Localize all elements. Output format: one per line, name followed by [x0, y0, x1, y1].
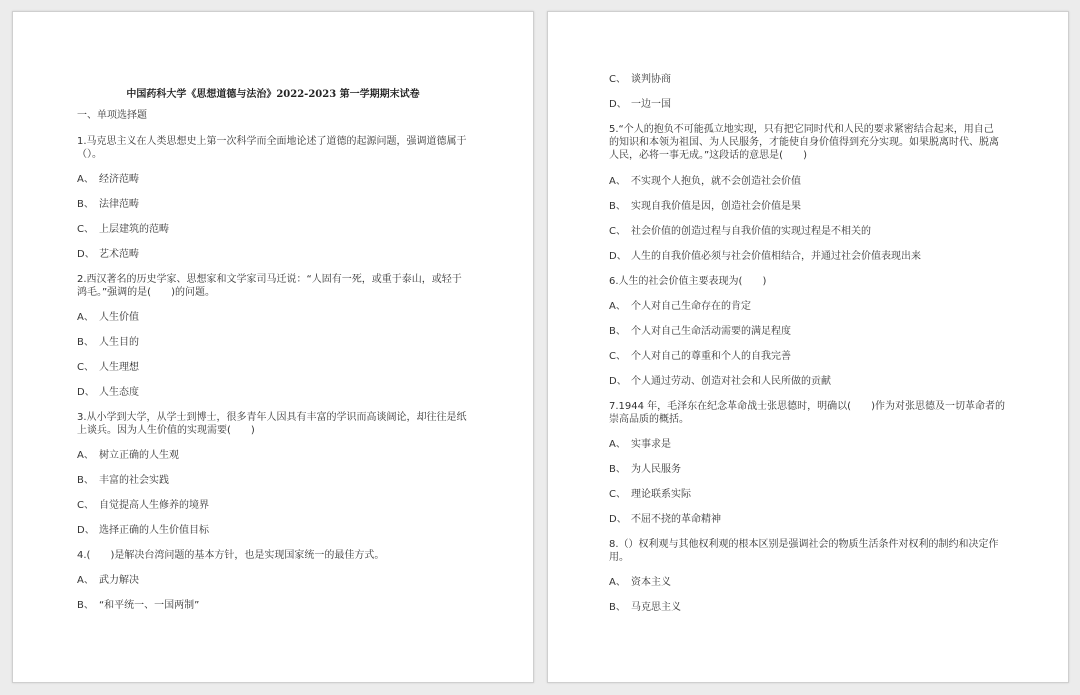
q1-option-d — [77, 248, 139, 261]
q1-option-a — [77, 173, 139, 186]
q3-option-d — [77, 524, 209, 537]
option-text: 理论联系实际 — [631, 489, 691, 500]
question-4-text: 4.( )是解决台湾问题的基本方针，也是实现国家统一的最佳方式。 — [77, 550, 385, 561]
q6-option-d — [609, 375, 831, 388]
option-text: 选择正确的人生价值目标 — [99, 525, 209, 536]
option-letter: C、 — [77, 224, 94, 235]
option-text: 个人对自己生命活动需要的满足程度 — [631, 326, 791, 337]
option-text: 树立正确的人生观 — [99, 450, 179, 461]
option-text: 社会价值的创造过程与自我价值的实现过程是不相关的 — [631, 226, 871, 237]
q5-option-d — [609, 250, 921, 263]
q4-option-a — [77, 574, 139, 587]
q5-option-c — [609, 225, 871, 238]
option-letter: B、 — [77, 475, 94, 486]
question-5-line-3: 人民，必将一事无成。”这段话的意思是( ) — [609, 150, 807, 161]
q5-option-a — [609, 175, 801, 188]
question-1-line-1: 1.马克思主义在人类思想史上第一次科学而全面地论述了道德的起源问题，强调道德属于 — [77, 136, 467, 147]
option-letter: B、 — [77, 337, 94, 348]
q5-option-b — [609, 200, 801, 213]
option-text: 个人通过劳动、创造对社会和人民所做的贡献 — [631, 376, 831, 387]
q6-option-c — [609, 350, 791, 363]
question-3-line-2: 上谈兵。因为人生价值的实现需要( ) — [77, 425, 255, 436]
question-7-text — [609, 400, 1005, 426]
q1-option-c — [77, 223, 169, 236]
question-3-text — [77, 411, 467, 437]
option-letter: C、 — [77, 362, 94, 373]
option-text: 人生理想 — [99, 362, 139, 373]
option-text: 为人民服务 — [631, 464, 681, 475]
q2-option-c — [77, 361, 139, 374]
option-text: 人生态度 — [99, 387, 139, 398]
option-text: 人生的自我价值必须与社会价值相结合，并通过社会价值表现出来 — [631, 251, 921, 262]
option-text: 自觉提高人生修养的境界 — [99, 500, 209, 511]
option-text: 艺术范畴 — [99, 249, 139, 260]
q1-option-b — [77, 198, 139, 211]
q3-option-c — [77, 499, 209, 512]
option-letter: A、 — [609, 176, 626, 187]
option-letter: D、 — [77, 249, 95, 260]
option-letter: D、 — [609, 251, 627, 262]
question-8-text — [609, 538, 999, 564]
question-2-line-2: 鸿毛。”强调的是( )的问题。 — [77, 287, 215, 298]
option-text: 人生价值 — [99, 312, 139, 323]
option-letter: B、 — [77, 600, 94, 611]
option-text: 武力解决 — [99, 575, 139, 586]
q7-option-d — [609, 513, 721, 526]
q2-option-d — [77, 386, 139, 399]
option-letter: C、 — [609, 226, 626, 237]
option-text: 个人对自己生命存在的肯定 — [631, 301, 751, 312]
option-text: 不屈不挠的革命精神 — [631, 514, 721, 525]
question-1-line-2: （）。 — [77, 149, 102, 160]
q6-option-a — [609, 300, 751, 313]
q8-option-a — [609, 576, 671, 589]
question-8-line-1: 8.（）权利观与其他权利观的根本区别是强调社会的物质生活条件对权利的制约和决定作 — [609, 539, 999, 550]
option-letter: A、 — [77, 174, 94, 185]
question-3-line-1: 3.从小学到大学，从学士到博士，很多青年人因具有丰富的学识而高谈阔论，却往往是纸 — [77, 412, 467, 423]
option-letter: B、 — [609, 464, 626, 475]
question-7-line-2: 崇高品质的概括。 — [609, 414, 689, 425]
q4-option-b — [77, 599, 199, 612]
option-text: 资本主义 — [631, 577, 671, 588]
option-text: 一边一国 — [631, 99, 671, 110]
document-page-left — [12, 11, 534, 683]
option-letter: D、 — [77, 525, 95, 536]
option-text: 不实现个人抱负，就不会创造社会价值 — [631, 176, 801, 187]
option-letter: C、 — [609, 351, 626, 362]
option-letter: D、 — [609, 376, 627, 387]
q7-option-a — [609, 438, 671, 451]
exam-title: 中国药科大学《思想道德与法治》2022-2023 第一学期期末试卷 — [126, 89, 420, 100]
option-letter: A、 — [77, 312, 94, 323]
section-heading: 一、单项选择题 — [77, 110, 147, 121]
option-text: 实现自我价值是因，创造社会价值是果 — [631, 201, 801, 212]
option-letter: C、 — [609, 74, 626, 85]
document-page-right — [547, 11, 1069, 683]
option-letter: A、 — [609, 301, 626, 312]
option-text: 上层建筑的范畴 — [99, 224, 169, 235]
option-text: 法律范畴 — [99, 199, 139, 210]
q4-option-c — [609, 73, 671, 86]
question-7-line-1: 7.1944 年，毛泽东在纪念革命战士张思德时，明确以( )作为对张思德及一切革命者的 — [609, 401, 1005, 412]
option-text: 个人对自己的尊重和个人的自我完善 — [631, 351, 791, 362]
option-letter: A、 — [77, 450, 94, 461]
question-2-line-1: 2.西汉著名的历史学家、思想家和文学家司马迁说：“人固有一死，或重于泰山，或轻于 — [77, 274, 462, 285]
q6-option-b — [609, 325, 791, 338]
option-letter: A、 — [609, 439, 626, 450]
q8-option-b — [609, 601, 681, 614]
option-text: 经济范畴 — [99, 174, 139, 185]
q7-option-c — [609, 488, 691, 501]
option-letter: B、 — [609, 602, 626, 613]
q3-option-b — [77, 474, 169, 487]
question-6-text: 6.人生的社会价值主要表现为( ) — [609, 276, 767, 287]
q7-option-b — [609, 463, 681, 476]
question-8-line-2: 用。 — [609, 552, 629, 563]
option-text: 丰富的社会实践 — [99, 475, 169, 486]
option-text: 实事求是 — [631, 439, 671, 450]
option-letter: C、 — [77, 500, 94, 511]
option-text: 人生目的 — [99, 337, 139, 348]
option-letter: D、 — [77, 387, 95, 398]
question-5-text — [609, 123, 999, 162]
option-text: 谈判协商 — [631, 74, 671, 85]
question-1-text — [77, 135, 467, 161]
question-2-text — [77, 273, 462, 299]
option-letter: D、 — [609, 514, 627, 525]
option-letter: A、 — [609, 577, 626, 588]
option-text: “和平统一、一国两制” — [99, 600, 200, 611]
option-letter: B、 — [609, 201, 626, 212]
q2-option-a — [77, 311, 139, 324]
option-text: 马克思主义 — [631, 602, 681, 613]
q2-option-b — [77, 336, 139, 349]
q4-option-d — [609, 98, 671, 111]
question-5-line-2: 的知识和本领为祖国、为人民服务，才能使自身价值得到充分实现。如果脱离时代、脱离 — [609, 137, 999, 148]
option-letter: C、 — [609, 489, 626, 500]
option-letter: D、 — [609, 99, 627, 110]
question-5-line-1: 5.“个人的抱负不可能孤立地实现，只有把它同时代和人民的要求紧密结合起来，用自己 — [609, 124, 994, 135]
q3-option-a — [77, 449, 179, 462]
option-letter: B、 — [609, 326, 626, 337]
option-letter: A、 — [77, 575, 94, 586]
option-letter: B、 — [77, 199, 94, 210]
